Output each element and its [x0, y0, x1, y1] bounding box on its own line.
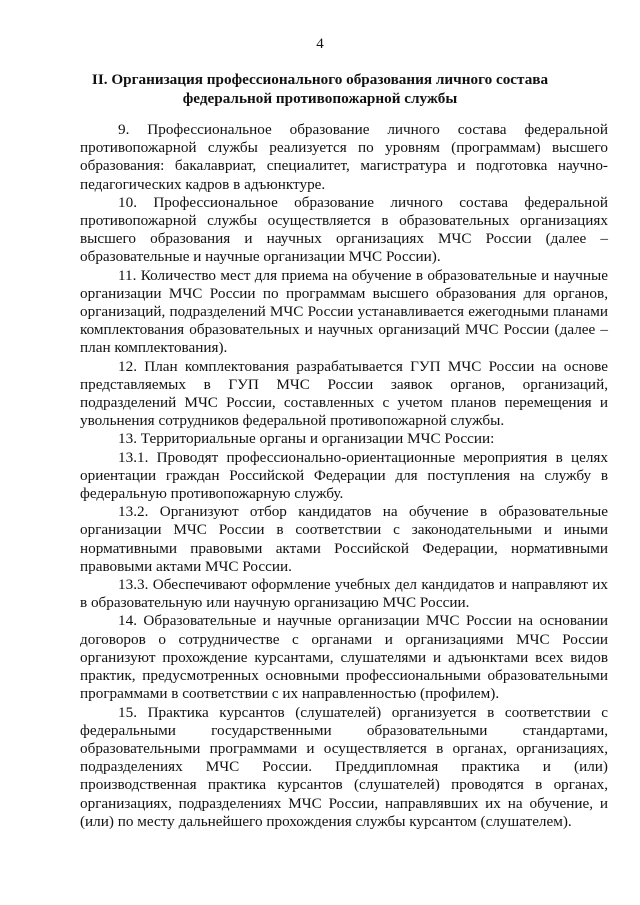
paragraph-13: 13. Территориальные органы и организации МЧС России:: [118, 430, 495, 448]
paragraph-12: 12. План комплектования разрабатывается ГУП МЧС России на основе представляемых в ГУП МЧС России заявок органов, организаций, подразделений МЧС России, составленных с учетом планов перемещения и увольнения сотрудников федеральной противопожарной службы.: [80, 357, 608, 430]
section-heading-line-2: федеральной противопожарной службы: [182, 90, 458, 107]
document-body: [80, 121, 608, 831]
paragraph-13-3: 13.3. Обеспечивают оформление учебных дел кандидатов и направляют их в образовательную или научную организацию МЧС России.: [80, 576, 608, 612]
section-heading: [80, 70, 560, 108]
paragraph-14: 14. Образовательные и научные организации МЧС России на основании договоров о сотрудничестве с органами и организациями МЧС России организуют прохождение курсантами, слушателями и адъюнктами всех видов практик, предусмотренных основными профессиональными образовательными программами в соответствии с их направленностью (профилем).: [80, 612, 608, 703]
paragraph-15: 15. Практика курсантов (слушателей) организуется в соответствии с федеральными государственными образовательными стандартами, образовательными программами и осуществляется в органах, организациях, подразделениях МЧС России. Преддипломная практика и (или) производственная практика курсантов (слушателей) проводятся в органах, организациях, подразделениях МЧС России, направлявших их на обучение, и (или) по месту дальнейшего прохождения службы курсантом (слушателем).: [80, 703, 608, 830]
section-heading-line-1: II. Организация профессионального образования личного состава: [91, 71, 549, 88]
paragraph-11: 11. Количество мест для приема на обучение в образовательные и научные организации МЧС России по программам высшего образования для органов, организаций, подразделений МЧС России устанавливается ежегодными планами комплектования образовательных и научных организаций МЧС России (далее – план комплектования).: [80, 266, 608, 357]
paragraph-10: 10. Профессиональное образование личного состава федеральной противопожарной службы осуществляется в образовательных организациях высшего образования и научных организациях МЧС России (далее – образовательные и научные организации МЧС России).: [80, 193, 608, 266]
paragraph-13-2: 13.2. Организуют отбор кандидатов на обучение в образовательные организации МЧС России в соответствии с законодательными и иными нормативными правовыми актами Российской Федерации, нормативными правовыми актами МЧС России.: [80, 503, 608, 575]
paragraph-13-1: 13.1. Проводят профессионально-ориентационные мероприятия в целях ориентации граждан Российской Федерации для поступления на службу в федеральную противопожарную службу.: [80, 448, 608, 503]
page-number: 4: [316, 36, 324, 52]
paragraph-9: 9. Профессиональное образование личного состава федеральной противопожарной службы реализуется по уровням (программам) высшего образования: бакалавриат, специалитет, магистратура и подготовка научно-педагогических кадров в адъюнктуре.: [80, 121, 608, 193]
